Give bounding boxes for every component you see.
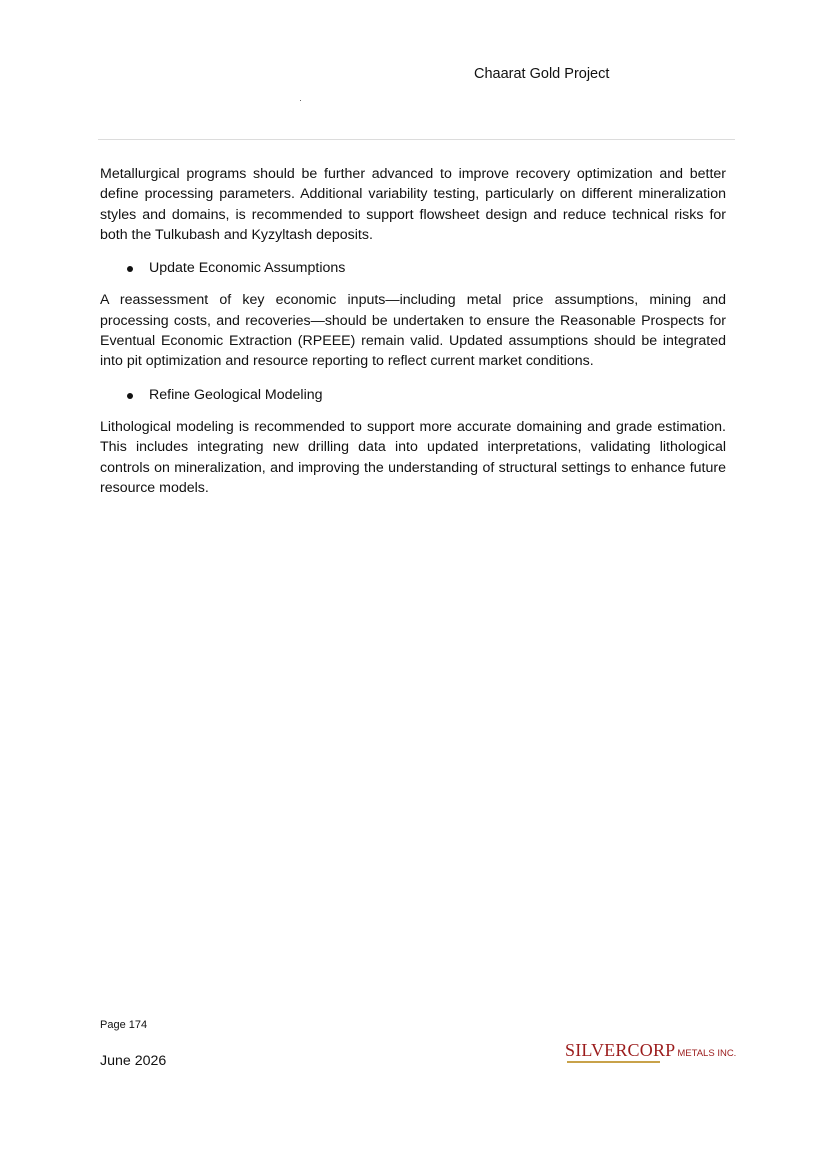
logo-wordmark: SILVERCORP: [565, 1040, 676, 1060]
footer-date: June 2026: [100, 1053, 167, 1069]
bullet-icon: [127, 393, 133, 399]
company-logo: [565, 1040, 736, 1061]
header-mark: [300, 100, 301, 101]
bullet-label: Refine Geological Modeling: [149, 386, 323, 403]
page-number: Page 174: [100, 1019, 148, 1031]
header-divider: [98, 139, 735, 140]
paragraph-metallurgical: Metallurgical programs should be further advanced to improve recovery optimization and better define processing parameters. Additional variability testing, particularly on different mineralization styles and domains, is recommended to support flowsheet design and reduce technical risks for both the Tulkubash and Kyzyltash deposits.: [100, 166, 726, 243]
header-title: Chaarat Gold Project: [474, 66, 610, 82]
logo-subtitle: METALS INC.: [677, 1048, 737, 1059]
bullet-label: Update Economic Assumptions: [149, 260, 346, 277]
paragraph-geological: Lithological modeling is recommended to support more accurate domaining and grade estimation. This includes integrating new drilling data into updated interpretations, validating lithological controls on mineralization, and improving the understanding of structural settings to enhance future resource models.: [100, 418, 726, 496]
bullet-item-geological: [100, 385, 726, 405]
body-text: [100, 164, 726, 498]
logo-underline: [567, 1061, 660, 1063]
paragraph-economic: A reassessment of key economic inputs—including metal price assumptions, mining and processing costs, and recoveries—should be undertaken to ensure the Reasonable Prospects for Eventual Economic Extraction (RPEEE) remain valid. Updated assumptions should be integrated into pit optimization and resource reporting to reflect current market conditions.: [100, 292, 726, 370]
bullet-item-economic: [100, 258, 726, 278]
bullet-icon: [127, 266, 133, 272]
